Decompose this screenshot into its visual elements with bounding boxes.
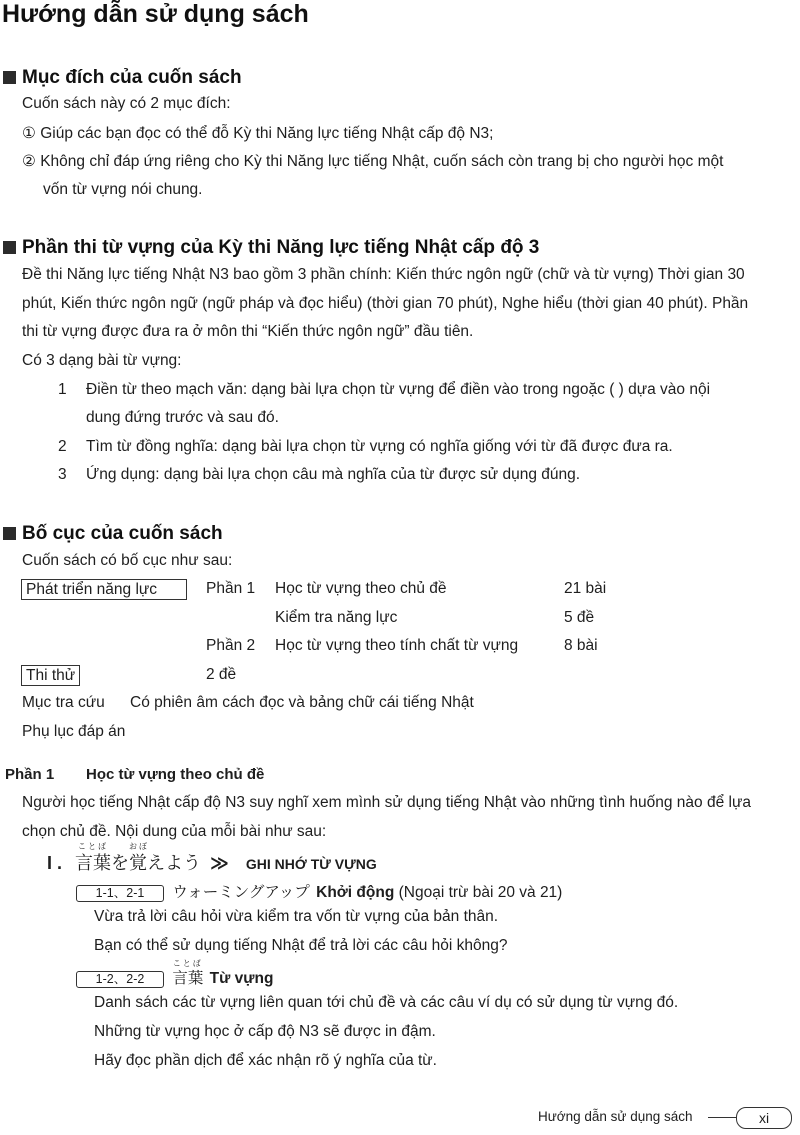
jp-text: えよう <box>147 853 202 873</box>
part-2-desc: Học từ vựng theo tính chất từ vựng <box>275 637 519 654</box>
mock-test-count: 2 đề <box>206 666 237 683</box>
purpose-item-2 <box>22 152 723 171</box>
paragraph-line: Người học tiếng Nhật cấp độ N3 suy nghĩ xem mình sử dụng tiếng Nhật vào những tình huống nào để lựa <box>22 794 751 811</box>
part-label: Phần 1 <box>5 766 55 783</box>
types-intro: Có 3 dạng bài từ vựng: <box>22 352 182 369</box>
section-heading-text: Bố cục của cuốn sách <box>22 523 223 544</box>
lesson-heading <box>47 842 377 875</box>
section-heading-vocab-test <box>3 237 539 259</box>
part-1-row-1-desc: Học từ vựng theo chủ đề <box>275 580 447 597</box>
paragraph-line: phút, Kiến thức ngôn ngữ (ngữ pháp và đọc hiểu) (thời gian 70 phút), Nghe hiểu (thời gian 40 phút). Phần <box>22 295 749 312</box>
type-1-text-cont: dung đứng trước và sau đó. <box>86 409 279 426</box>
page-title: Hướng dẫn sử dụng sách <box>2 0 309 28</box>
section-name: Từ vựng <box>209 970 274 987</box>
item-number: ② <box>22 153 36 170</box>
jp-word <box>129 842 150 875</box>
warmup-line-1: Vừa trả lời câu hỏi vừa kiểm tra vốn từ vựng của bản thân. <box>94 908 499 925</box>
square-bullet-icon <box>3 241 16 254</box>
section-name: Khởi động <box>316 884 395 901</box>
section-heading-text: Phần thi từ vựng của Kỳ thi Năng lực tiếng Nhật cấp độ 3 <box>22 237 540 258</box>
double-chevron-icon: ≫ <box>210 853 229 873</box>
part-2-label: Phần 2 <box>206 637 256 654</box>
roman-numeral: I . <box>47 853 63 873</box>
paragraph-line: chọn chủ đề. Nội dung của mỗi bài như sau: <box>22 823 327 840</box>
part-1-row-2-desc: Kiểm tra năng lực <box>275 609 398 626</box>
jp-text: 言葉 <box>172 970 204 987</box>
warmup-row <box>76 880 676 902</box>
type-1-number: 1 <box>58 381 67 398</box>
item-text: Không chỉ đáp ứng riêng cho Kỳ thi Năng lực tiếng Nhật, cuốn sách còn trang bị cho người học một <box>40 153 724 170</box>
section-heading-text: Mục đích của cuốn sách <box>22 67 242 88</box>
paragraph-line: Đề thi Năng lực tiếng Nhật N3 bao gồm 3 phần chính: Kiến thức ngôn ngữ (chữ và từ vựng) Thời gian 30 <box>22 266 745 283</box>
part-2-count: 8 bài <box>564 637 598 654</box>
warmup-line-2: Bạn có thể sử dụng tiếng Nhật để trả lời các câu hỏi không? <box>94 937 508 954</box>
vocab-line-3: Hãy đọc phần dịch để xác nhận rõ ý nghĩa của từ. <box>94 1052 437 1069</box>
square-bullet-icon <box>3 527 16 540</box>
part-1-label: Phần 1 <box>206 580 256 597</box>
vocab-line-1: Danh sách các từ vựng liên quan tới chủ đề và các câu ví dụ có sử dụng từ vựng đó. <box>94 994 679 1011</box>
type-1-text: Điền từ theo mạch văn: dạng bài lựa chọn từ vựng để điền vào trong ngoặc ( ) dựa vào nội <box>86 381 711 398</box>
type-2-number: 2 <box>58 438 67 455</box>
ruby-reading: おぼ <box>129 842 150 851</box>
vocab-row <box>76 959 274 988</box>
jp-word <box>75 842 112 875</box>
appendix-label: Phụ lục đáp án <box>22 723 126 740</box>
section-heading-structure <box>3 523 223 545</box>
jp-text: 覚 <box>129 853 148 873</box>
index-label: Mục tra cứu <box>22 694 105 711</box>
jp-text: 言葉 <box>75 853 112 873</box>
type-3-number: 3 <box>58 466 67 483</box>
page-number: xi <box>736 1107 792 1129</box>
lesson-pill: 1-1、2-1 <box>76 885 164 902</box>
item-number: ① <box>22 125 36 142</box>
jp-text: ウォーミングアップ <box>172 884 310 901</box>
purpose-item-1 <box>22 124 493 143</box>
part-1-row-2-count: 5 đề <box>564 609 595 626</box>
type-3-text: Ứng dụng: dạng bài lựa chọn câu mà nghĩa của từ được sử dụng đúng. <box>86 466 581 483</box>
section-heading-purpose <box>3 67 242 89</box>
purpose-item-2-cont: vốn từ vựng nói chung. <box>43 181 203 198</box>
ruby-reading: ことば <box>172 959 203 968</box>
jp-text: を <box>111 853 130 873</box>
purpose-intro: Cuốn sách này có 2 mục đích: <box>22 95 231 112</box>
item-text: Giúp các bạn đọc có thể đỗ Kỳ thi Năng lực tiếng Nhật cấp độ N3; <box>40 125 494 142</box>
ruby-reading: ことば <box>78 842 109 851</box>
index-desc: Có phiên âm cách đọc và bảng chữ cái tiếng Nhật <box>130 694 474 711</box>
lesson-pill: 1-2、2-2 <box>76 971 164 988</box>
part-title: Học từ vựng theo chủ đề <box>86 766 265 783</box>
section-note: (Ngoại trừ bài 20 và 21) <box>398 884 563 901</box>
structure-box-development: Phát triển năng lực <box>21 579 187 600</box>
part-1-row-1-count: 21 bài <box>564 580 607 597</box>
jp-heading <box>75 842 202 873</box>
jp-word <box>172 959 204 988</box>
square-bullet-icon <box>3 71 16 84</box>
type-2-text: Tìm từ đồng nghĩa: dạng bài lựa chọn từ vựng có nghĩa giống với từ đã được đưa ra. <box>86 438 673 455</box>
structure-box-mock-test: Thi thử <box>21 665 80 686</box>
paragraph-line: thi từ vựng được đưa ra ở môn thi “Kiến thức ngôn ngữ” đầu tiên. <box>22 323 474 340</box>
vocab-line-2: Những từ vựng học ở cấp độ N3 sẽ được in đậm. <box>94 1023 436 1040</box>
memo-label: GHI NHỚ TỪ VỰNG <box>245 856 377 872</box>
footer-label: Hướng dẫn sử dụng sách <box>538 1109 693 1124</box>
footer-divider <box>708 1117 736 1118</box>
structure-intro: Cuốn sách có bố cục như sau: <box>22 552 233 569</box>
